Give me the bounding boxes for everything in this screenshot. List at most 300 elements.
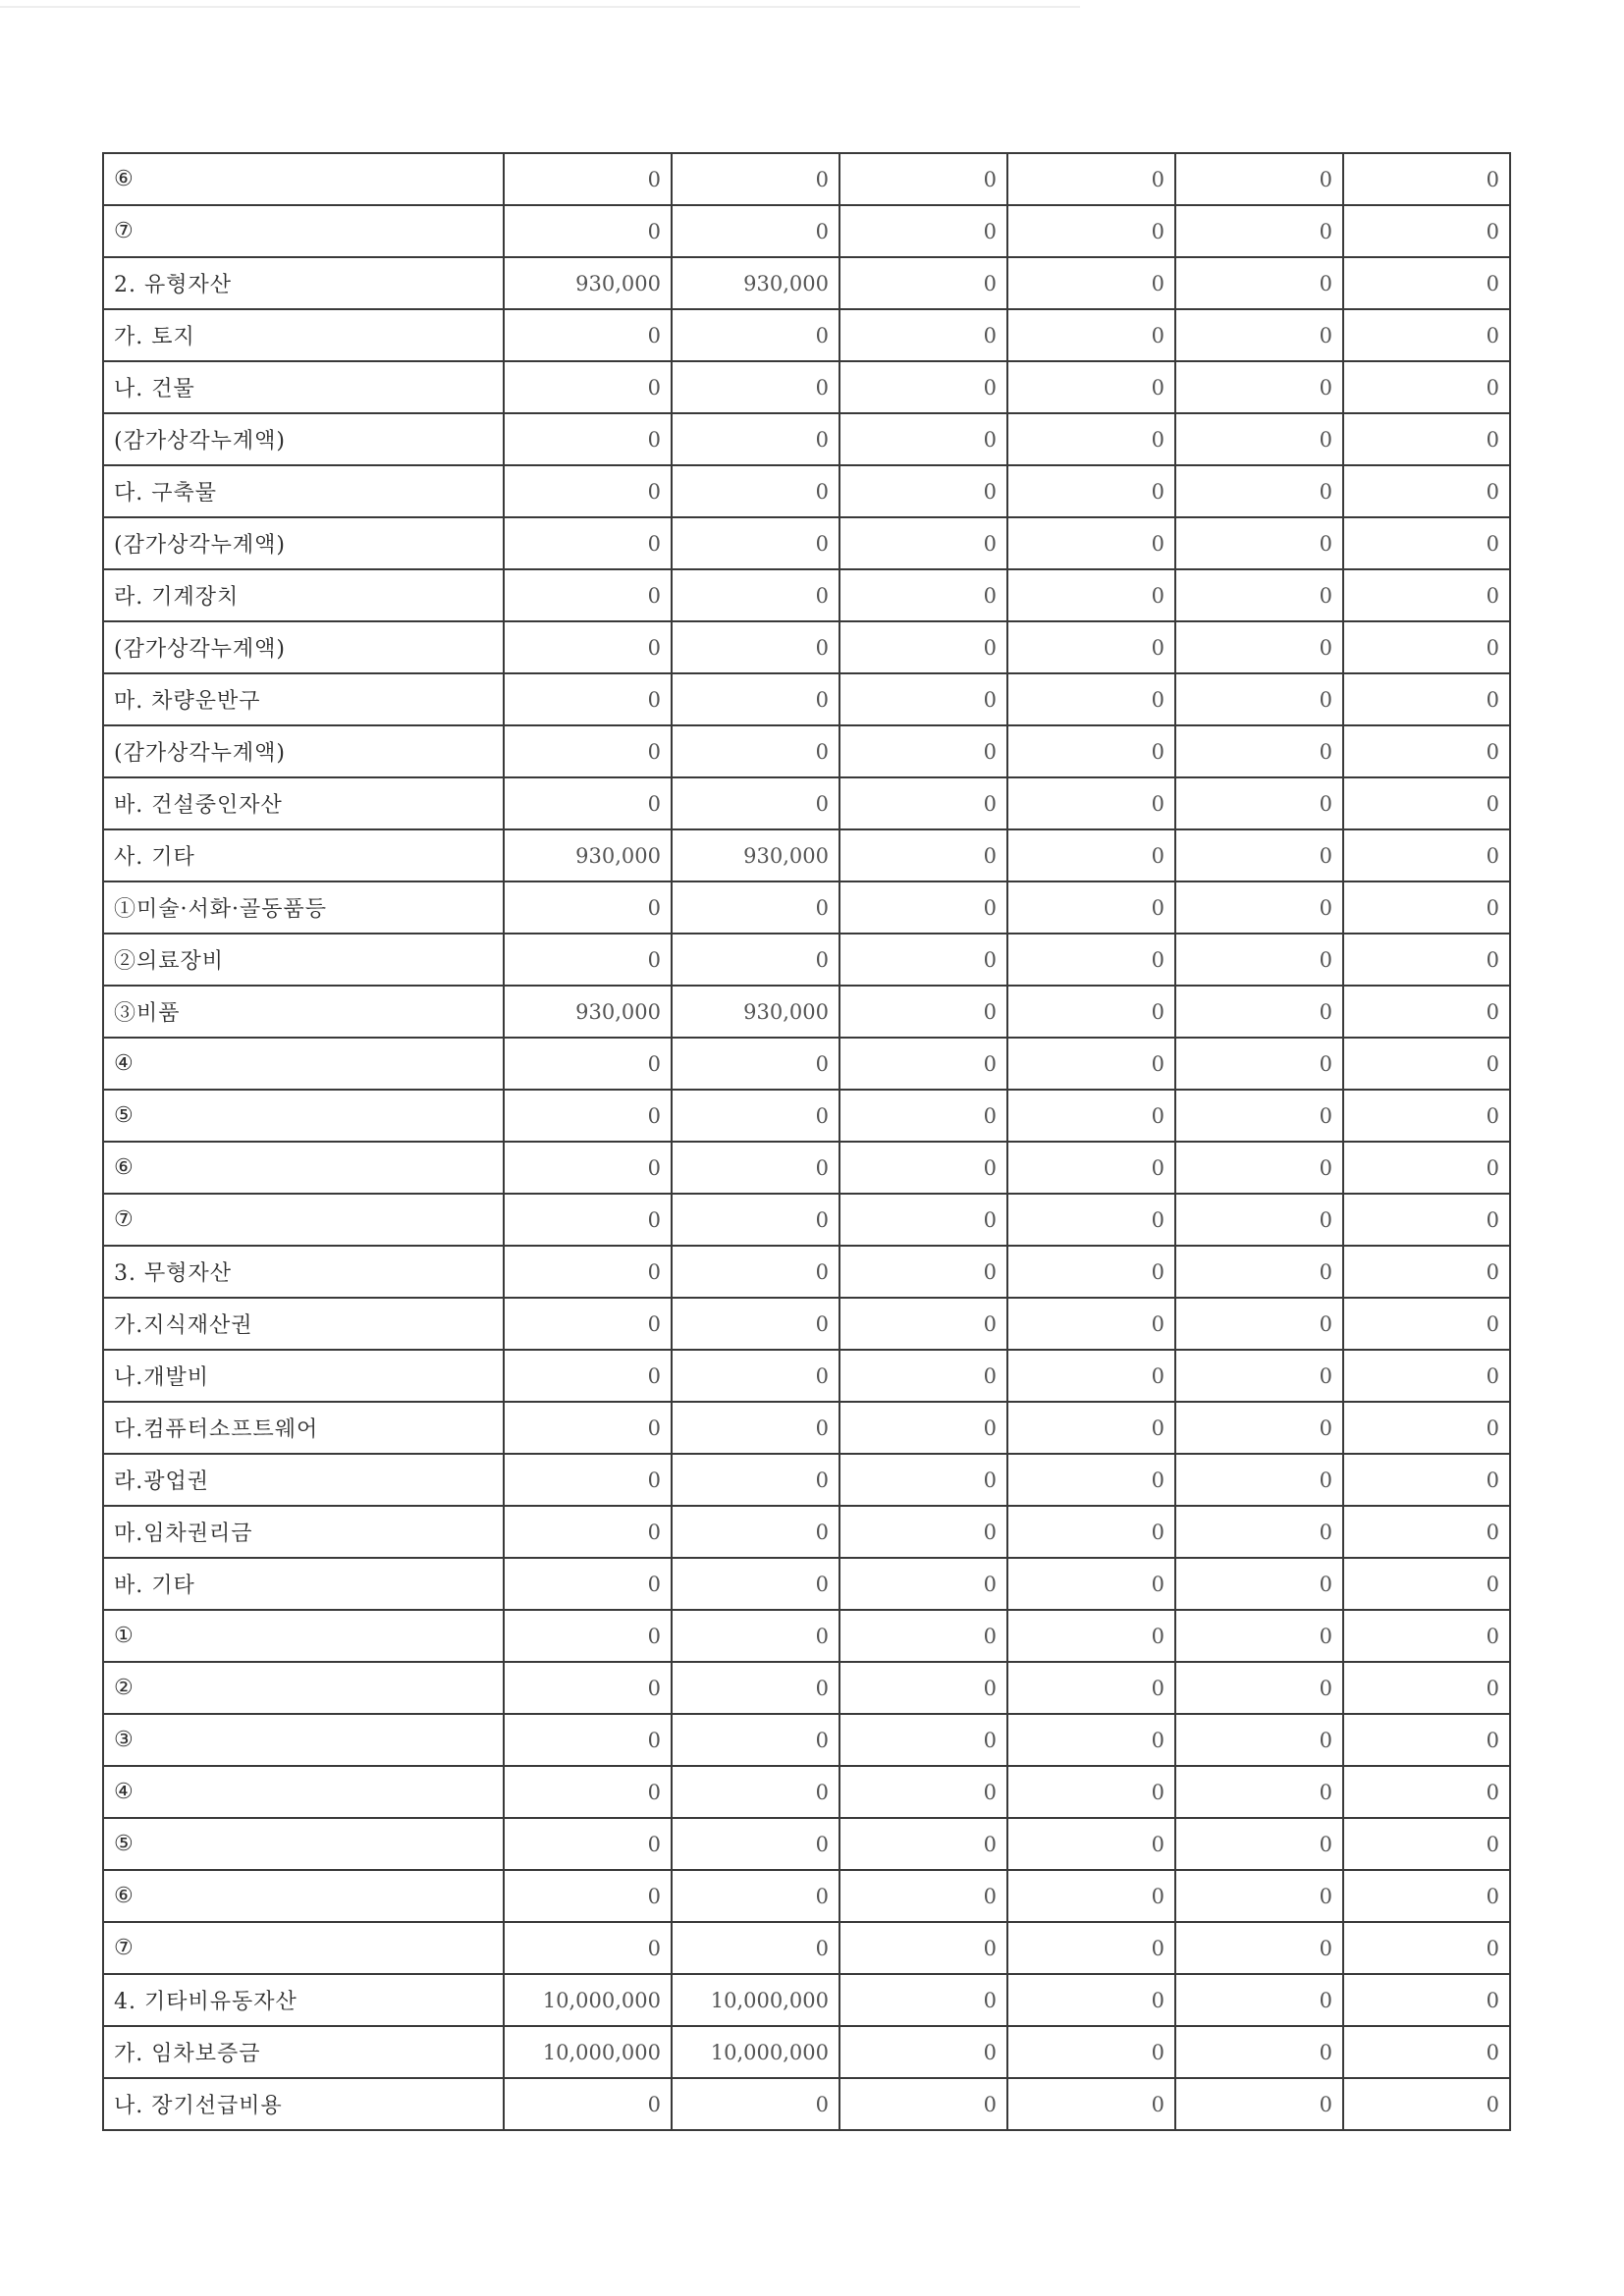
value-cell-2: 0: [672, 1870, 839, 1922]
value-cell-1: 0: [504, 413, 672, 465]
value-cell-2: 0: [672, 569, 839, 621]
value-cell-3: 0: [839, 1974, 1007, 2026]
value-cell-3: 0: [839, 2026, 1007, 2078]
value-cell-1: 10,000,000: [504, 1974, 672, 2026]
value-cell-4: 0: [1007, 1506, 1175, 1558]
value-cell-4: 0: [1007, 621, 1175, 673]
value-cell-6: 0: [1343, 1766, 1510, 1818]
value-cell-3: 0: [839, 777, 1007, 829]
value-cell-3: 0: [839, 1350, 1007, 1402]
value-cell-1: 0: [504, 1246, 672, 1298]
value-cell-6: 0: [1343, 1454, 1510, 1506]
row-label: ⑦: [103, 205, 504, 257]
value-cell-4: 0: [1007, 829, 1175, 881]
value-cell-6: 0: [1343, 257, 1510, 309]
table-row: [103, 1922, 1510, 1974]
row-label: ⑦: [103, 1194, 504, 1246]
scan-edge: [0, 6, 1080, 8]
value-cell-5: 0: [1175, 1766, 1343, 1818]
value-cell-4: 0: [1007, 1870, 1175, 1922]
value-cell-2: 0: [672, 1818, 839, 1870]
row-label: 바. 기타: [103, 1558, 504, 1610]
value-cell-6: 0: [1343, 673, 1510, 725]
value-cell-5: 0: [1175, 1818, 1343, 1870]
value-cell-1: 0: [504, 1870, 672, 1922]
value-cell-2: 0: [672, 1558, 839, 1610]
value-cell-2: 10,000,000: [672, 1974, 839, 2026]
value-cell-5: 0: [1175, 777, 1343, 829]
value-cell-1: 0: [504, 881, 672, 934]
row-label: ④: [103, 1766, 504, 1818]
row-label: 가. 토지: [103, 309, 504, 361]
value-cell-6: 0: [1343, 1194, 1510, 1246]
value-cell-1: 930,000: [504, 829, 672, 881]
table-row: [103, 205, 1510, 257]
value-cell-5: 0: [1175, 153, 1343, 205]
row-label: ③비품: [103, 986, 504, 1038]
value-cell-2: 0: [672, 1298, 839, 1350]
row-label: ③: [103, 1714, 504, 1766]
value-cell-3: 0: [839, 1870, 1007, 1922]
value-cell-4: 0: [1007, 517, 1175, 569]
row-label: 바. 건설중인자산: [103, 777, 504, 829]
value-cell-1: 10,000,000: [504, 2026, 672, 2078]
value-cell-5: 0: [1175, 829, 1343, 881]
value-cell-5: 0: [1175, 1610, 1343, 1662]
value-cell-4: 0: [1007, 1402, 1175, 1454]
value-cell-6: 0: [1343, 934, 1510, 986]
value-cell-1: 0: [504, 725, 672, 777]
value-cell-5: 0: [1175, 2078, 1343, 2130]
value-cell-5: 0: [1175, 1506, 1343, 1558]
value-cell-2: 0: [672, 1038, 839, 1090]
row-label: (감가상각누계액): [103, 621, 504, 673]
value-cell-6: 0: [1343, 2026, 1510, 2078]
value-cell-2: 0: [672, 361, 839, 413]
value-cell-1: 0: [504, 569, 672, 621]
value-cell-4: 0: [1007, 986, 1175, 1038]
value-cell-3: 0: [839, 1506, 1007, 1558]
table-row: [103, 2026, 1510, 2078]
table-row: [103, 1402, 1510, 1454]
row-label: 다.컴퓨터소프트웨어: [103, 1402, 504, 1454]
value-cell-3: 0: [839, 986, 1007, 1038]
value-cell-2: 930,000: [672, 829, 839, 881]
value-cell-4: 0: [1007, 1194, 1175, 1246]
row-label: 가. 임차보증금: [103, 2026, 504, 2078]
row-label: (감가상각누계액): [103, 517, 504, 569]
table-row: [103, 777, 1510, 829]
value-cell-1: 0: [504, 361, 672, 413]
value-cell-6: 0: [1343, 725, 1510, 777]
table-row: [103, 829, 1510, 881]
value-cell-5: 0: [1175, 1090, 1343, 1142]
value-cell-2: 0: [672, 517, 839, 569]
value-cell-5: 0: [1175, 1558, 1343, 1610]
table-row: [103, 1610, 1510, 1662]
row-label: ④: [103, 1038, 504, 1090]
value-cell-1: 0: [504, 1558, 672, 1610]
value-cell-1: 0: [504, 1454, 672, 1506]
value-cell-6: 0: [1343, 153, 1510, 205]
row-label: 다. 구축물: [103, 465, 504, 517]
table-row: [103, 1662, 1510, 1714]
value-cell-2: 0: [672, 934, 839, 986]
value-cell-2: 0: [672, 673, 839, 725]
value-cell-6: 0: [1343, 517, 1510, 569]
table-row: [103, 1038, 1510, 1090]
value-cell-6: 0: [1343, 569, 1510, 621]
value-cell-6: 0: [1343, 205, 1510, 257]
value-cell-6: 0: [1343, 881, 1510, 934]
value-cell-1: 0: [504, 1038, 672, 1090]
row-label: ⑥: [103, 1870, 504, 1922]
row-label: 사. 기타: [103, 829, 504, 881]
value-cell-6: 0: [1343, 1350, 1510, 1402]
value-cell-6: 0: [1343, 413, 1510, 465]
value-cell-1: 930,000: [504, 257, 672, 309]
row-label: 3. 무형자산: [103, 1246, 504, 1298]
row-label: 4. 기타비유동자산: [103, 1974, 504, 2026]
table-row: [103, 725, 1510, 777]
table-row: [103, 517, 1510, 569]
value-cell-3: 0: [839, 1766, 1007, 1818]
value-cell-6: 0: [1343, 1662, 1510, 1714]
value-cell-1: 0: [504, 517, 672, 569]
value-cell-6: 0: [1343, 621, 1510, 673]
value-cell-2: 0: [672, 1454, 839, 1506]
row-label: ⑥: [103, 153, 504, 205]
value-cell-6: 0: [1343, 1870, 1510, 1922]
value-cell-2: 0: [672, 881, 839, 934]
value-cell-4: 0: [1007, 465, 1175, 517]
value-cell-1: 0: [504, 1922, 672, 1974]
value-cell-4: 0: [1007, 934, 1175, 986]
value-cell-6: 0: [1343, 1298, 1510, 1350]
table-row: [103, 153, 1510, 205]
value-cell-2: 0: [672, 153, 839, 205]
value-cell-6: 0: [1343, 1818, 1510, 1870]
value-cell-2: 10,000,000: [672, 2026, 839, 2078]
row-label: ⑥: [103, 1142, 504, 1194]
table-row: [103, 621, 1510, 673]
table-row: [103, 1974, 1510, 2026]
value-cell-3: 0: [839, 1818, 1007, 1870]
value-cell-4: 0: [1007, 413, 1175, 465]
value-cell-6: 0: [1343, 465, 1510, 517]
value-cell-5: 0: [1175, 881, 1343, 934]
value-cell-6: 0: [1343, 777, 1510, 829]
value-cell-4: 0: [1007, 1922, 1175, 1974]
value-cell-3: 0: [839, 1194, 1007, 1246]
value-cell-2: 0: [672, 2078, 839, 2130]
table-row: [103, 257, 1510, 309]
value-cell-5: 0: [1175, 1142, 1343, 1194]
row-label: 마. 차량운반구: [103, 673, 504, 725]
value-cell-1: 0: [504, 205, 672, 257]
value-cell-1: 0: [504, 1142, 672, 1194]
value-cell-5: 0: [1175, 1402, 1343, 1454]
value-cell-3: 0: [839, 1714, 1007, 1766]
value-cell-3: 0: [839, 1090, 1007, 1142]
value-cell-6: 0: [1343, 1506, 1510, 1558]
value-cell-3: 0: [839, 1610, 1007, 1662]
value-cell-4: 0: [1007, 777, 1175, 829]
value-cell-6: 0: [1343, 1714, 1510, 1766]
value-cell-5: 0: [1175, 361, 1343, 413]
value-cell-3: 0: [839, 934, 1007, 986]
value-cell-2: 0: [672, 1766, 839, 1818]
value-cell-3: 0: [839, 465, 1007, 517]
value-cell-4: 0: [1007, 1714, 1175, 1766]
table-row: [103, 1246, 1510, 1298]
value-cell-3: 0: [839, 1298, 1007, 1350]
value-cell-1: 0: [504, 621, 672, 673]
value-cell-2: 0: [672, 1506, 839, 1558]
value-cell-6: 0: [1343, 1142, 1510, 1194]
value-cell-4: 0: [1007, 153, 1175, 205]
value-cell-5: 0: [1175, 986, 1343, 1038]
value-cell-4: 0: [1007, 1454, 1175, 1506]
value-cell-5: 0: [1175, 1298, 1343, 1350]
value-cell-5: 0: [1175, 205, 1343, 257]
value-cell-5: 0: [1175, 465, 1343, 517]
value-cell-1: 0: [504, 1350, 672, 1402]
value-cell-5: 0: [1175, 1662, 1343, 1714]
value-cell-4: 0: [1007, 361, 1175, 413]
value-cell-4: 0: [1007, 309, 1175, 361]
value-cell-6: 0: [1343, 1974, 1510, 2026]
value-cell-4: 0: [1007, 1038, 1175, 1090]
table-row: [103, 465, 1510, 517]
value-cell-2: 0: [672, 1194, 839, 1246]
value-cell-1: 0: [504, 2078, 672, 2130]
row-label: 라. 기계장치: [103, 569, 504, 621]
value-cell-1: 0: [504, 1506, 672, 1558]
table-row: [103, 1558, 1510, 1610]
value-cell-4: 0: [1007, 725, 1175, 777]
value-cell-2: 0: [672, 309, 839, 361]
value-cell-3: 0: [839, 1402, 1007, 1454]
value-cell-1: 0: [504, 1818, 672, 1870]
value-cell-3: 0: [839, 569, 1007, 621]
table-row: [103, 361, 1510, 413]
table-row: [103, 1350, 1510, 1402]
value-cell-3: 0: [839, 725, 1007, 777]
asset-ledger-table: [102, 152, 1511, 2131]
row-label: 나.개발비: [103, 1350, 504, 1402]
row-label: 가.지식재산권: [103, 1298, 504, 1350]
value-cell-5: 0: [1175, 725, 1343, 777]
value-cell-4: 0: [1007, 673, 1175, 725]
value-cell-1: 0: [504, 465, 672, 517]
value-cell-3: 0: [839, 1454, 1007, 1506]
value-cell-1: 0: [504, 673, 672, 725]
table-row: [103, 673, 1510, 725]
row-label: (감가상각누계액): [103, 413, 504, 465]
table-row: [103, 1194, 1510, 1246]
value-cell-1: 930,000: [504, 986, 672, 1038]
value-cell-3: 0: [839, 205, 1007, 257]
table-row: [103, 986, 1510, 1038]
value-cell-3: 0: [839, 673, 1007, 725]
row-label: ②: [103, 1662, 504, 1714]
value-cell-6: 0: [1343, 2078, 1510, 2130]
value-cell-5: 0: [1175, 309, 1343, 361]
value-cell-6: 0: [1343, 829, 1510, 881]
value-cell-1: 0: [504, 309, 672, 361]
value-cell-1: 0: [504, 1766, 672, 1818]
value-cell-3: 0: [839, 309, 1007, 361]
value-cell-3: 0: [839, 413, 1007, 465]
value-cell-2: 0: [672, 1246, 839, 1298]
table-row: [103, 569, 1510, 621]
value-cell-1: 0: [504, 1610, 672, 1662]
table-row: [103, 934, 1510, 986]
value-cell-5: 0: [1175, 413, 1343, 465]
row-label: ②의료장비: [103, 934, 504, 986]
value-cell-6: 0: [1343, 309, 1510, 361]
value-cell-2: 0: [672, 777, 839, 829]
value-cell-2: 0: [672, 1142, 839, 1194]
value-cell-5: 0: [1175, 1350, 1343, 1402]
table-row: [103, 1298, 1510, 1350]
value-cell-3: 0: [839, 1038, 1007, 1090]
table-row: [103, 1870, 1510, 1922]
table-row: [103, 413, 1510, 465]
value-cell-5: 0: [1175, 673, 1343, 725]
value-cell-4: 0: [1007, 1818, 1175, 1870]
value-cell-5: 0: [1175, 1922, 1343, 1974]
value-cell-4: 0: [1007, 2078, 1175, 2130]
value-cell-6: 0: [1343, 1402, 1510, 1454]
row-label: ①미술·서화·골동품등: [103, 881, 504, 934]
table-row: [103, 1766, 1510, 1818]
value-cell-3: 0: [839, 1246, 1007, 1298]
value-cell-2: 0: [672, 621, 839, 673]
value-cell-3: 0: [839, 1922, 1007, 1974]
value-cell-2: 0: [672, 1922, 839, 1974]
value-cell-6: 0: [1343, 361, 1510, 413]
value-cell-5: 0: [1175, 1870, 1343, 1922]
value-cell-2: 0: [672, 465, 839, 517]
value-cell-2: 0: [672, 1714, 839, 1766]
table-row: [103, 309, 1510, 361]
value-cell-4: 0: [1007, 1142, 1175, 1194]
value-cell-5: 0: [1175, 257, 1343, 309]
value-cell-4: 0: [1007, 1246, 1175, 1298]
value-cell-3: 0: [839, 1142, 1007, 1194]
value-cell-6: 0: [1343, 1090, 1510, 1142]
row-label: (감가상각누계액): [103, 725, 504, 777]
value-cell-6: 0: [1343, 986, 1510, 1038]
table-row: [103, 1454, 1510, 1506]
value-cell-4: 0: [1007, 569, 1175, 621]
value-cell-2: 0: [672, 1350, 839, 1402]
value-cell-6: 0: [1343, 1558, 1510, 1610]
value-cell-5: 0: [1175, 1714, 1343, 1766]
value-cell-2: 0: [672, 725, 839, 777]
value-cell-2: 930,000: [672, 986, 839, 1038]
value-cell-6: 0: [1343, 1038, 1510, 1090]
value-cell-3: 0: [839, 829, 1007, 881]
value-cell-1: 0: [504, 1090, 672, 1142]
row-label: ⑤: [103, 1818, 504, 1870]
row-label: 2. 유형자산: [103, 257, 504, 309]
value-cell-4: 0: [1007, 257, 1175, 309]
row-label: ①: [103, 1610, 504, 1662]
value-cell-5: 0: [1175, 621, 1343, 673]
value-cell-4: 0: [1007, 2026, 1175, 2078]
value-cell-5: 0: [1175, 1038, 1343, 1090]
value-cell-2: 0: [672, 1610, 839, 1662]
value-cell-2: 0: [672, 1090, 839, 1142]
value-cell-2: 0: [672, 205, 839, 257]
value-cell-1: 0: [504, 934, 672, 986]
value-cell-5: 0: [1175, 517, 1343, 569]
table-row: [103, 1818, 1510, 1870]
value-cell-1: 0: [504, 777, 672, 829]
value-cell-3: 0: [839, 881, 1007, 934]
table-row: [103, 1506, 1510, 1558]
value-cell-3: 0: [839, 1558, 1007, 1610]
ledger-body: [103, 153, 1510, 2130]
value-cell-4: 0: [1007, 1298, 1175, 1350]
value-cell-1: 0: [504, 1298, 672, 1350]
value-cell-6: 0: [1343, 1246, 1510, 1298]
table-row: [103, 1142, 1510, 1194]
value-cell-4: 0: [1007, 881, 1175, 934]
value-cell-5: 0: [1175, 1454, 1343, 1506]
value-cell-1: 0: [504, 1402, 672, 1454]
value-cell-3: 0: [839, 257, 1007, 309]
row-label: 나. 건물: [103, 361, 504, 413]
value-cell-4: 0: [1007, 1662, 1175, 1714]
value-cell-3: 0: [839, 2078, 1007, 2130]
value-cell-3: 0: [839, 1662, 1007, 1714]
row-label: 마.임차권리금: [103, 1506, 504, 1558]
value-cell-3: 0: [839, 361, 1007, 413]
value-cell-5: 0: [1175, 1246, 1343, 1298]
value-cell-2: 0: [672, 1662, 839, 1714]
value-cell-4: 0: [1007, 1974, 1175, 2026]
table-row: [103, 2078, 1510, 2130]
value-cell-1: 0: [504, 153, 672, 205]
value-cell-5: 0: [1175, 934, 1343, 986]
value-cell-4: 0: [1007, 1558, 1175, 1610]
value-cell-6: 0: [1343, 1922, 1510, 1974]
value-cell-2: 930,000: [672, 257, 839, 309]
value-cell-5: 0: [1175, 569, 1343, 621]
value-cell-4: 0: [1007, 1090, 1175, 1142]
value-cell-4: 0: [1007, 1766, 1175, 1818]
row-label: 라.광업권: [103, 1454, 504, 1506]
value-cell-5: 0: [1175, 2026, 1343, 2078]
value-cell-4: 0: [1007, 1610, 1175, 1662]
value-cell-2: 0: [672, 1402, 839, 1454]
value-cell-5: 0: [1175, 1974, 1343, 2026]
row-label: ⑦: [103, 1922, 504, 1974]
value-cell-3: 0: [839, 517, 1007, 569]
value-cell-2: 0: [672, 413, 839, 465]
table-row: [103, 881, 1510, 934]
value-cell-1: 0: [504, 1662, 672, 1714]
value-cell-1: 0: [504, 1194, 672, 1246]
table-row: [103, 1714, 1510, 1766]
value-cell-6: 0: [1343, 1610, 1510, 1662]
row-label: 나. 장기선급비용: [103, 2078, 504, 2130]
table-row: [103, 1090, 1510, 1142]
